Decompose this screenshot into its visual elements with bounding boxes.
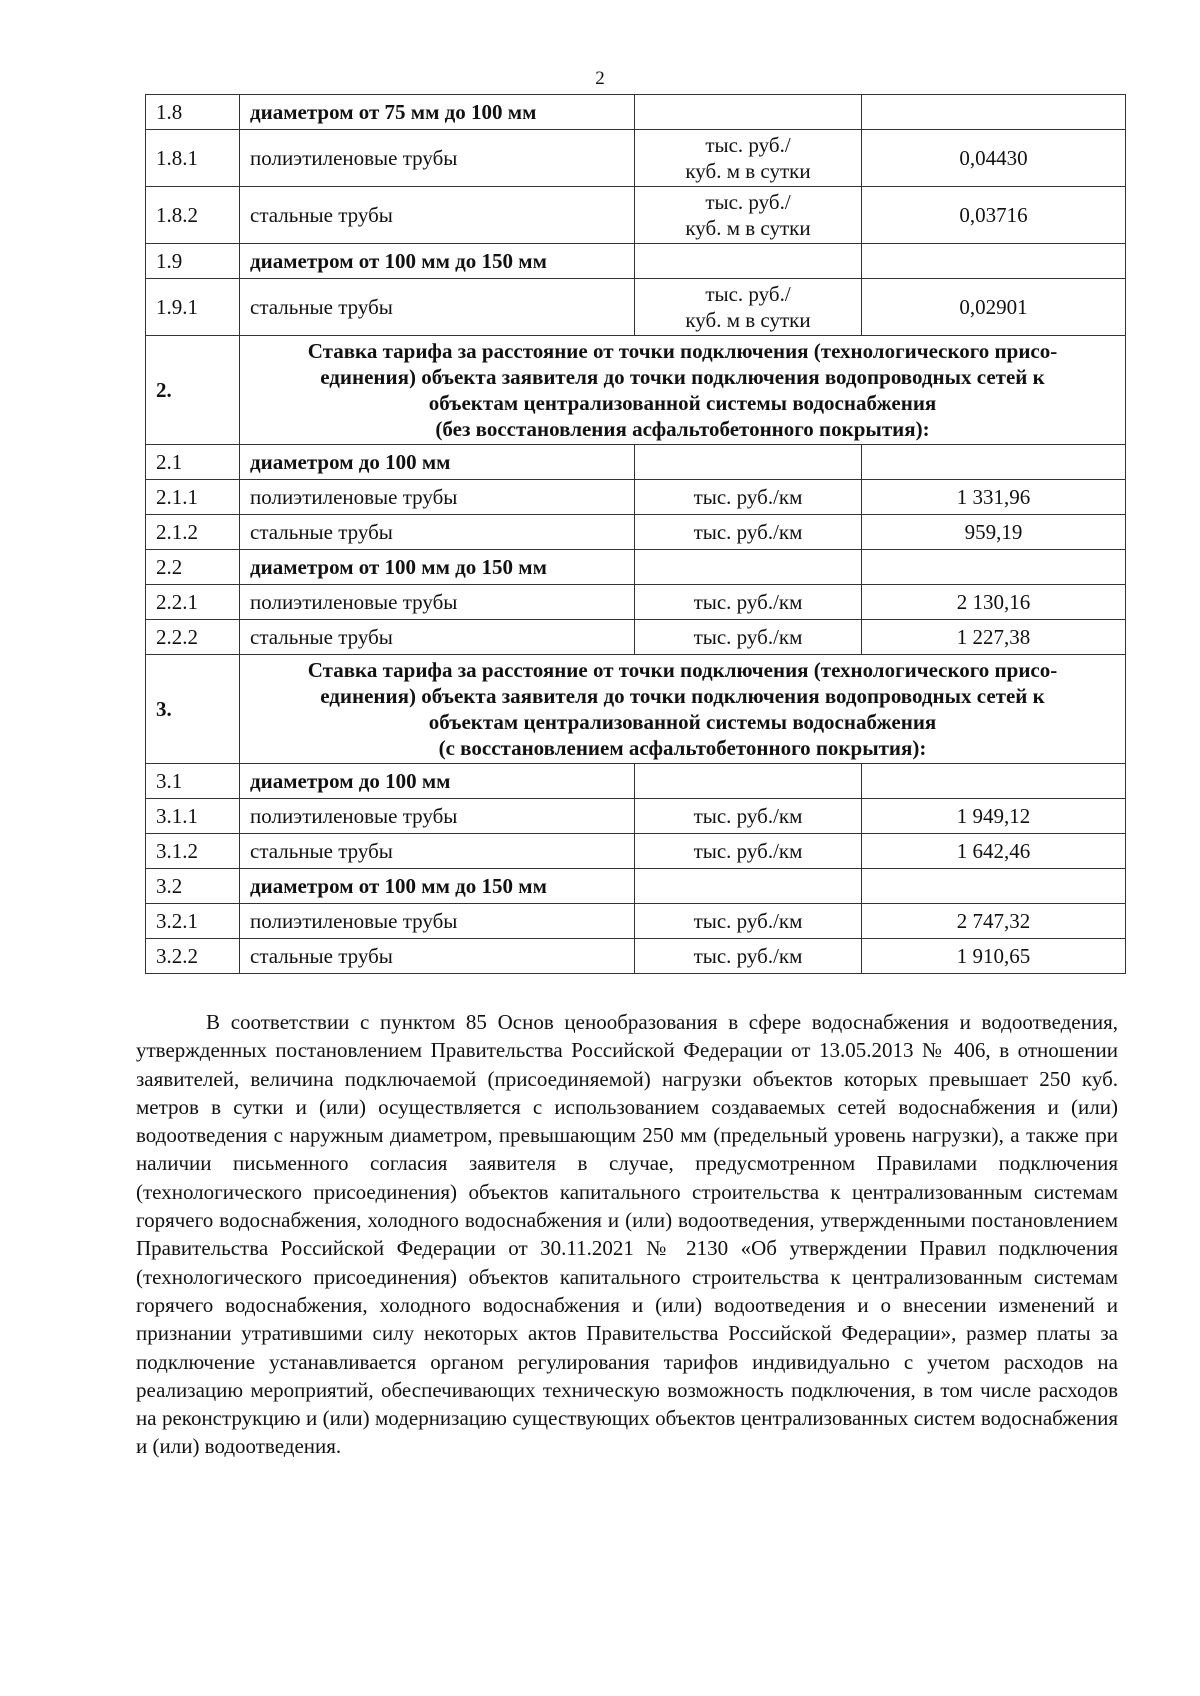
unit-line: тыс. руб./: [705, 133, 791, 157]
row-number: 3.2.2: [146, 939, 240, 974]
tariff-table-body: [146, 95, 1126, 974]
group-label: диаметром от 100 мм до 150 мм: [240, 550, 635, 585]
item-label: стальные трубы: [240, 939, 635, 974]
section-number: 3.: [146, 655, 240, 764]
value-cell: 2 130,16: [862, 585, 1126, 620]
table-row: [146, 336, 1126, 445]
item-label: стальные трубы: [240, 834, 635, 869]
row-number: 2.2: [146, 550, 240, 585]
row-number: 1.8.1: [146, 130, 240, 187]
table-row: [146, 834, 1126, 869]
table-row: [146, 620, 1126, 655]
unit-cell: [635, 95, 862, 130]
table-row: [146, 244, 1126, 279]
page-number: 2: [595, 68, 605, 89]
value-cell: 1 331,96: [862, 480, 1126, 515]
row-number: 2.1: [146, 445, 240, 480]
row-number: 3.1.2: [146, 834, 240, 869]
row-number: 1.8.2: [146, 187, 240, 244]
value-cell: 1 227,38: [862, 620, 1126, 655]
value-cell: 959,19: [862, 515, 1126, 550]
row-number: 2.2.2: [146, 620, 240, 655]
table-row: [146, 130, 1126, 187]
item-label: полиэтиленовые трубы: [240, 480, 635, 515]
unit-cell: тыс. руб./км: [635, 939, 862, 974]
row-number: 3.2.1: [146, 904, 240, 939]
table-row: [146, 550, 1126, 585]
item-label: стальные трубы: [240, 515, 635, 550]
table-row: [146, 480, 1126, 515]
table-row: [146, 939, 1126, 974]
unit-cell: тыс. руб./км: [635, 799, 862, 834]
table-row: [146, 279, 1126, 336]
row-number: 2.2.1: [146, 585, 240, 620]
unit-cell: тыс. руб./км: [635, 904, 862, 939]
unit-cell: [635, 764, 862, 799]
group-label: диаметром от 75 мм до 100 мм: [240, 95, 635, 130]
table-row: [146, 187, 1126, 244]
row-number: 3.1: [146, 764, 240, 799]
value-cell: 0,03716: [862, 187, 1126, 244]
group-label: диаметром от 100 мм до 150 мм: [240, 244, 635, 279]
row-number: 1.9: [146, 244, 240, 279]
table-row: [146, 445, 1126, 480]
value-cell: [862, 244, 1126, 279]
section-title-line: единения) объекта заявителя до точки подключения водопроводных сетей к: [320, 365, 1045, 389]
unit-cell: тыс. руб./км: [635, 480, 862, 515]
section-title-line: Ставка тарифа за расстояние от точки подключения (технологического присо-: [307, 339, 1058, 363]
table-row: [146, 764, 1126, 799]
table-row: [146, 585, 1126, 620]
item-label: стальные трубы: [240, 187, 635, 244]
unit-cell: [635, 869, 862, 904]
section-title: [240, 336, 1126, 445]
section-number: 2.: [146, 336, 240, 445]
unit-cell: [635, 244, 862, 279]
value-cell: 0,04430: [862, 130, 1126, 187]
group-label: диаметром до 100 мм: [240, 764, 635, 799]
section-title-line: объектам централизованной системы водоснабжения: [428, 710, 937, 734]
unit-line: тыс. руб./: [705, 190, 791, 214]
section-title-line: (с восстановлением асфальтобетонного покрытия):: [438, 736, 927, 760]
section-title-line: единения) объекта заявителя до точки подключения водопроводных сетей к: [320, 684, 1045, 708]
unit-cell: [635, 130, 862, 187]
row-number: 3.1.1: [146, 799, 240, 834]
table-row: [146, 655, 1126, 764]
unit-line: тыс. руб./: [705, 282, 791, 306]
value-cell: [862, 764, 1126, 799]
table-row: [146, 799, 1126, 834]
unit-cell: тыс. руб./км: [635, 620, 862, 655]
section-title-line: (без восстановления асфальтобетонного покрытия):: [435, 417, 930, 441]
unit-cell: [635, 550, 862, 585]
value-cell: 1 642,46: [862, 834, 1126, 869]
item-label: полиэтиленовые трубы: [240, 904, 635, 939]
tariff-table: [145, 94, 1126, 974]
section-title: [240, 655, 1126, 764]
item-label: полиэтиленовые трубы: [240, 130, 635, 187]
table-row: [146, 904, 1126, 939]
unit-cell: тыс. руб./км: [635, 834, 862, 869]
section-title-line: Ставка тарифа за расстояние от точки подключения (технологического присо-: [307, 658, 1058, 682]
row-number: 3.2: [146, 869, 240, 904]
unit-cell: [635, 445, 862, 480]
unit-line: куб. м в сутки: [685, 159, 811, 183]
value-cell: [862, 445, 1126, 480]
value-cell: 0,02901: [862, 279, 1126, 336]
item-label: полиэтиленовые трубы: [240, 585, 635, 620]
group-label: диаметром от 100 мм до 150 мм: [240, 869, 635, 904]
table-row: [146, 869, 1126, 904]
group-label: диаметром до 100 мм: [240, 445, 635, 480]
unit-line: куб. м в сутки: [685, 308, 811, 332]
table-row: [146, 515, 1126, 550]
item-label: стальные трубы: [240, 279, 635, 336]
unit-cell: тыс. руб./км: [635, 515, 862, 550]
section-title-line: объектам централизованной системы водоснабжения: [428, 391, 937, 415]
unit-cell: [635, 187, 862, 244]
unit-cell: тыс. руб./км: [635, 585, 862, 620]
table-row: [146, 95, 1126, 130]
row-number: 1.9.1: [146, 279, 240, 336]
unit-line: куб. м в сутки: [685, 216, 811, 240]
value-cell: [862, 869, 1126, 904]
unit-cell: [635, 279, 862, 336]
value-cell: 2 747,32: [862, 904, 1126, 939]
value-cell: 1 910,65: [862, 939, 1126, 974]
row-number: 2.1.2: [146, 515, 240, 550]
value-cell: [862, 95, 1126, 130]
value-cell: 1 949,12: [862, 799, 1126, 834]
row-number: 2.1.1: [146, 480, 240, 515]
row-number: 1.8: [146, 95, 240, 130]
value-cell: [862, 550, 1126, 585]
item-label: стальные трубы: [240, 620, 635, 655]
body-paragraph: В соответствии с пунктом 85 Основ ценообразования в сфере водоснабжения и водоотведения, утвержденных постановлением Правительства Российской Федерации от 13.05.2013 № 406, в отношении заявителей, величина подключаемой (присоединяемой) нагрузки объектов которых превышает 250 куб. метров в сутки и (или) осуществляется с использованием создаваемых сетей водоснабжения и (или) водоотведения с наружным диаметром, превышающим 250 мм (предельный уровень нагрузки), а также при наличии письменного согласия заявителя в случае, предусмотренном Правилами подключения (технологического присоединения) объектов капитального строительства к централизованным системам горячего водоснабжения, холодного водоснабжения и (или) водоотведения, утвержденными постановлением Правительства Российской Федерации от 30.11.2021 № 2130 «Об утверждении Правил подключения (технологического присоединения) объектов капитального строительства к централизованным системам горячего водоснабжения, холодного водоснабжения и (или) водоотведения и о внесении изменений и признании утратившими силу некоторых актов Правительства Российской Федерации», размер платы за подключение устанавливается органом регулирования тарифов индивидуально с учетом расходов на реализацию мероприятий, обеспечивающих техническую возможность подключения, в том числе расходов на реконструкцию и (или) модернизацию существующих объектов централизованных систем водоснабжения и (или) водоотведения.: [136, 1010, 1118, 1459]
item-label: полиэтиленовые трубы: [240, 799, 635, 834]
